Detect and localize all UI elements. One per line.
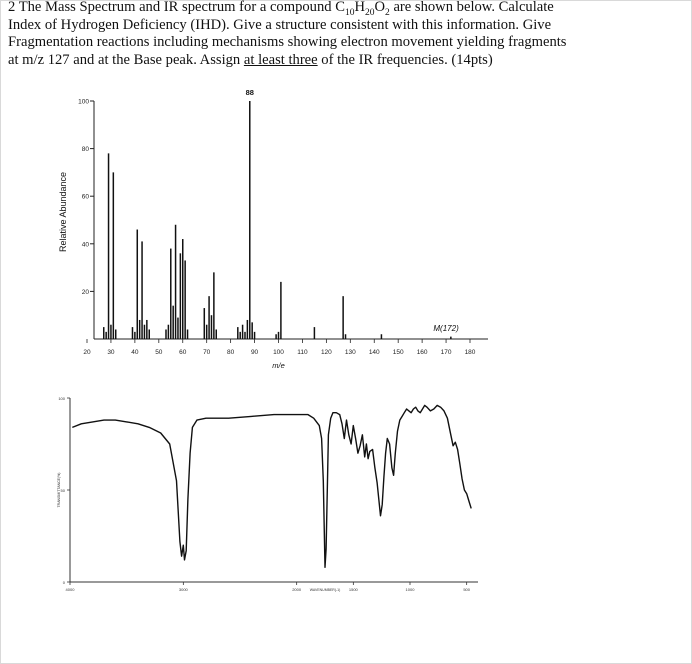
ms-x-axis-label: m/e: [272, 361, 285, 370]
ms-y-axis-label: Relative Abundance: [58, 171, 68, 253]
ms-x-tick-label: 110: [297, 349, 308, 356]
ms-x-tick-label: 180: [464, 349, 476, 356]
ms-y-tick-label: 80: [81, 146, 89, 154]
ir-labels: [57, 396, 471, 592]
ir-x-tick-label: 3000: [178, 587, 188, 592]
ms-x-tick-label: 130: [344, 349, 356, 356]
ms-x-tick-label: 120: [320, 349, 332, 356]
question-line-3: Fragmentation reactions including mechanisms showing electron movement yielding fragments: [8, 34, 567, 50]
question-line-2: Index of Hydrogen Deficiency (IHD). Give a structure consistent with this information. Give: [8, 16, 552, 33]
ir-x-tick-label: 2000: [292, 587, 302, 592]
ms-x-tick-label: 160: [416, 349, 428, 356]
ir-x-tick-label: 500: [463, 587, 471, 592]
ms-x-tick-label: 30: [107, 349, 115, 356]
ms-x-tick-label: 60: [179, 349, 187, 356]
ms-x-tick-label: 100: [273, 349, 284, 356]
ms-y-tick-label: 100: [78, 98, 89, 106]
ms-molecular-ion-label: M(172): [433, 324, 459, 333]
ms-y-tick-label: 20: [81, 288, 89, 296]
ms-labels: [58, 88, 476, 370]
ir-y-tick-label: 100: [58, 396, 65, 401]
ms-y-tick-label: 40: [81, 241, 89, 249]
ms-x-tick-label: 40: [131, 349, 139, 356]
ir-x-tick-label: 4000: [65, 587, 75, 592]
ms-x-tick-label: 140: [368, 349, 380, 356]
ir-x-tick-label: 1500: [348, 587, 358, 592]
ms-x-tick-label: 80: [227, 349, 235, 356]
question-line-4: at m/z 127 and at the Base peak. Assign at least three of the IR frequencies. (14pts): [8, 51, 493, 68]
ms-axes: [87, 101, 488, 343]
ms-x-tick-label: 70: [203, 349, 211, 356]
ir-y-tick-label: 50: [60, 488, 65, 493]
ir-spectrum-line: [72, 405, 471, 567]
ir-x-axis-label: WAVENUMBER(-1): [309, 588, 341, 592]
ms-peaks: [104, 101, 451, 339]
ms-x-tick-label: 90: [250, 349, 259, 356]
ms-base-peak-label: 88: [245, 88, 254, 97]
ms-x-tick-label: 20: [83, 349, 91, 356]
ir-y-tick-label: 0: [62, 580, 65, 585]
question-line-1: 2 The Mass Spectrum and IR spectrum for a compound $C_{10}H_{20}O_2$ are shown below. Calculate: [8, 0, 554, 18]
ms-x-tick-label: 50: [155, 349, 163, 356]
ms-x-tick-label: 150: [392, 349, 404, 356]
ms-y-tick-label: 60: [81, 193, 89, 201]
ir-y-axis-label: TRANSMITTANCE(%): [57, 472, 61, 508]
ms-x-tick-label: 170: [440, 349, 452, 356]
ir-axes: [67, 398, 478, 585]
ir-x-tick-label: 1000: [405, 587, 415, 592]
